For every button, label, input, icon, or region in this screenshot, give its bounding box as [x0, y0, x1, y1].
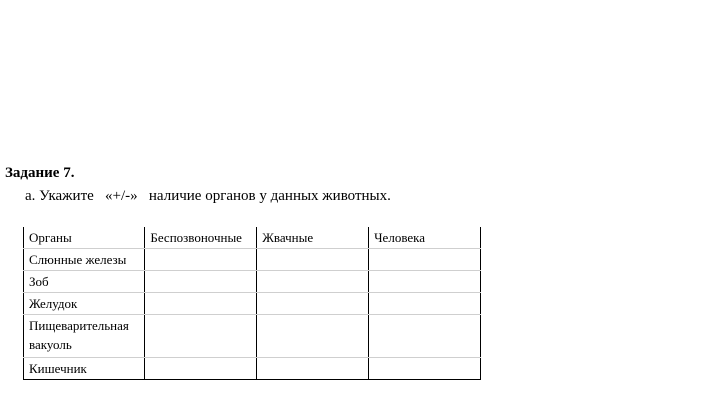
organ-name: Кишечник	[24, 358, 145, 380]
task-title: Задание 7.	[5, 165, 75, 181]
table-row	[24, 315, 481, 358]
table-row	[24, 249, 481, 271]
answer-cell[interactable]	[369, 315, 481, 358]
answer-cell[interactable]	[257, 249, 369, 271]
answer-cell[interactable]	[145, 315, 257, 358]
header-human: Человека	[369, 227, 481, 249]
answer-cell[interactable]	[369, 293, 481, 315]
answer-cell[interactable]	[145, 293, 257, 315]
table-row	[24, 271, 481, 293]
answer-cell[interactable]	[369, 358, 481, 380]
table-row	[24, 358, 481, 380]
organ-name: Зоб	[24, 271, 145, 293]
header-invertebrates: Беспозвоночные	[145, 227, 257, 249]
organ-name: Слюнные железы	[24, 249, 145, 271]
answer-cell[interactable]	[257, 358, 369, 380]
answer-cell[interactable]	[257, 315, 369, 358]
answer-cell[interactable]	[369, 249, 481, 271]
answer-cell[interactable]	[145, 358, 257, 380]
answer-cell[interactable]	[369, 271, 481, 293]
task-instruction: а. Укажите «+/-» наличие органов у данных животных.	[25, 188, 391, 204]
answer-cell[interactable]	[257, 271, 369, 293]
answer-cell[interactable]	[145, 249, 257, 271]
answer-cell[interactable]	[145, 271, 257, 293]
organs-table	[23, 227, 481, 380]
organ-name: Желудок	[24, 293, 145, 315]
answer-cell[interactable]	[257, 293, 369, 315]
header-ruminants: Жвачные	[257, 227, 369, 249]
organ-name: Пищеварительная вакуоль	[24, 315, 145, 358]
table-header-row	[24, 227, 481, 249]
header-organs: Органы	[24, 227, 145, 249]
table-row	[24, 293, 481, 315]
